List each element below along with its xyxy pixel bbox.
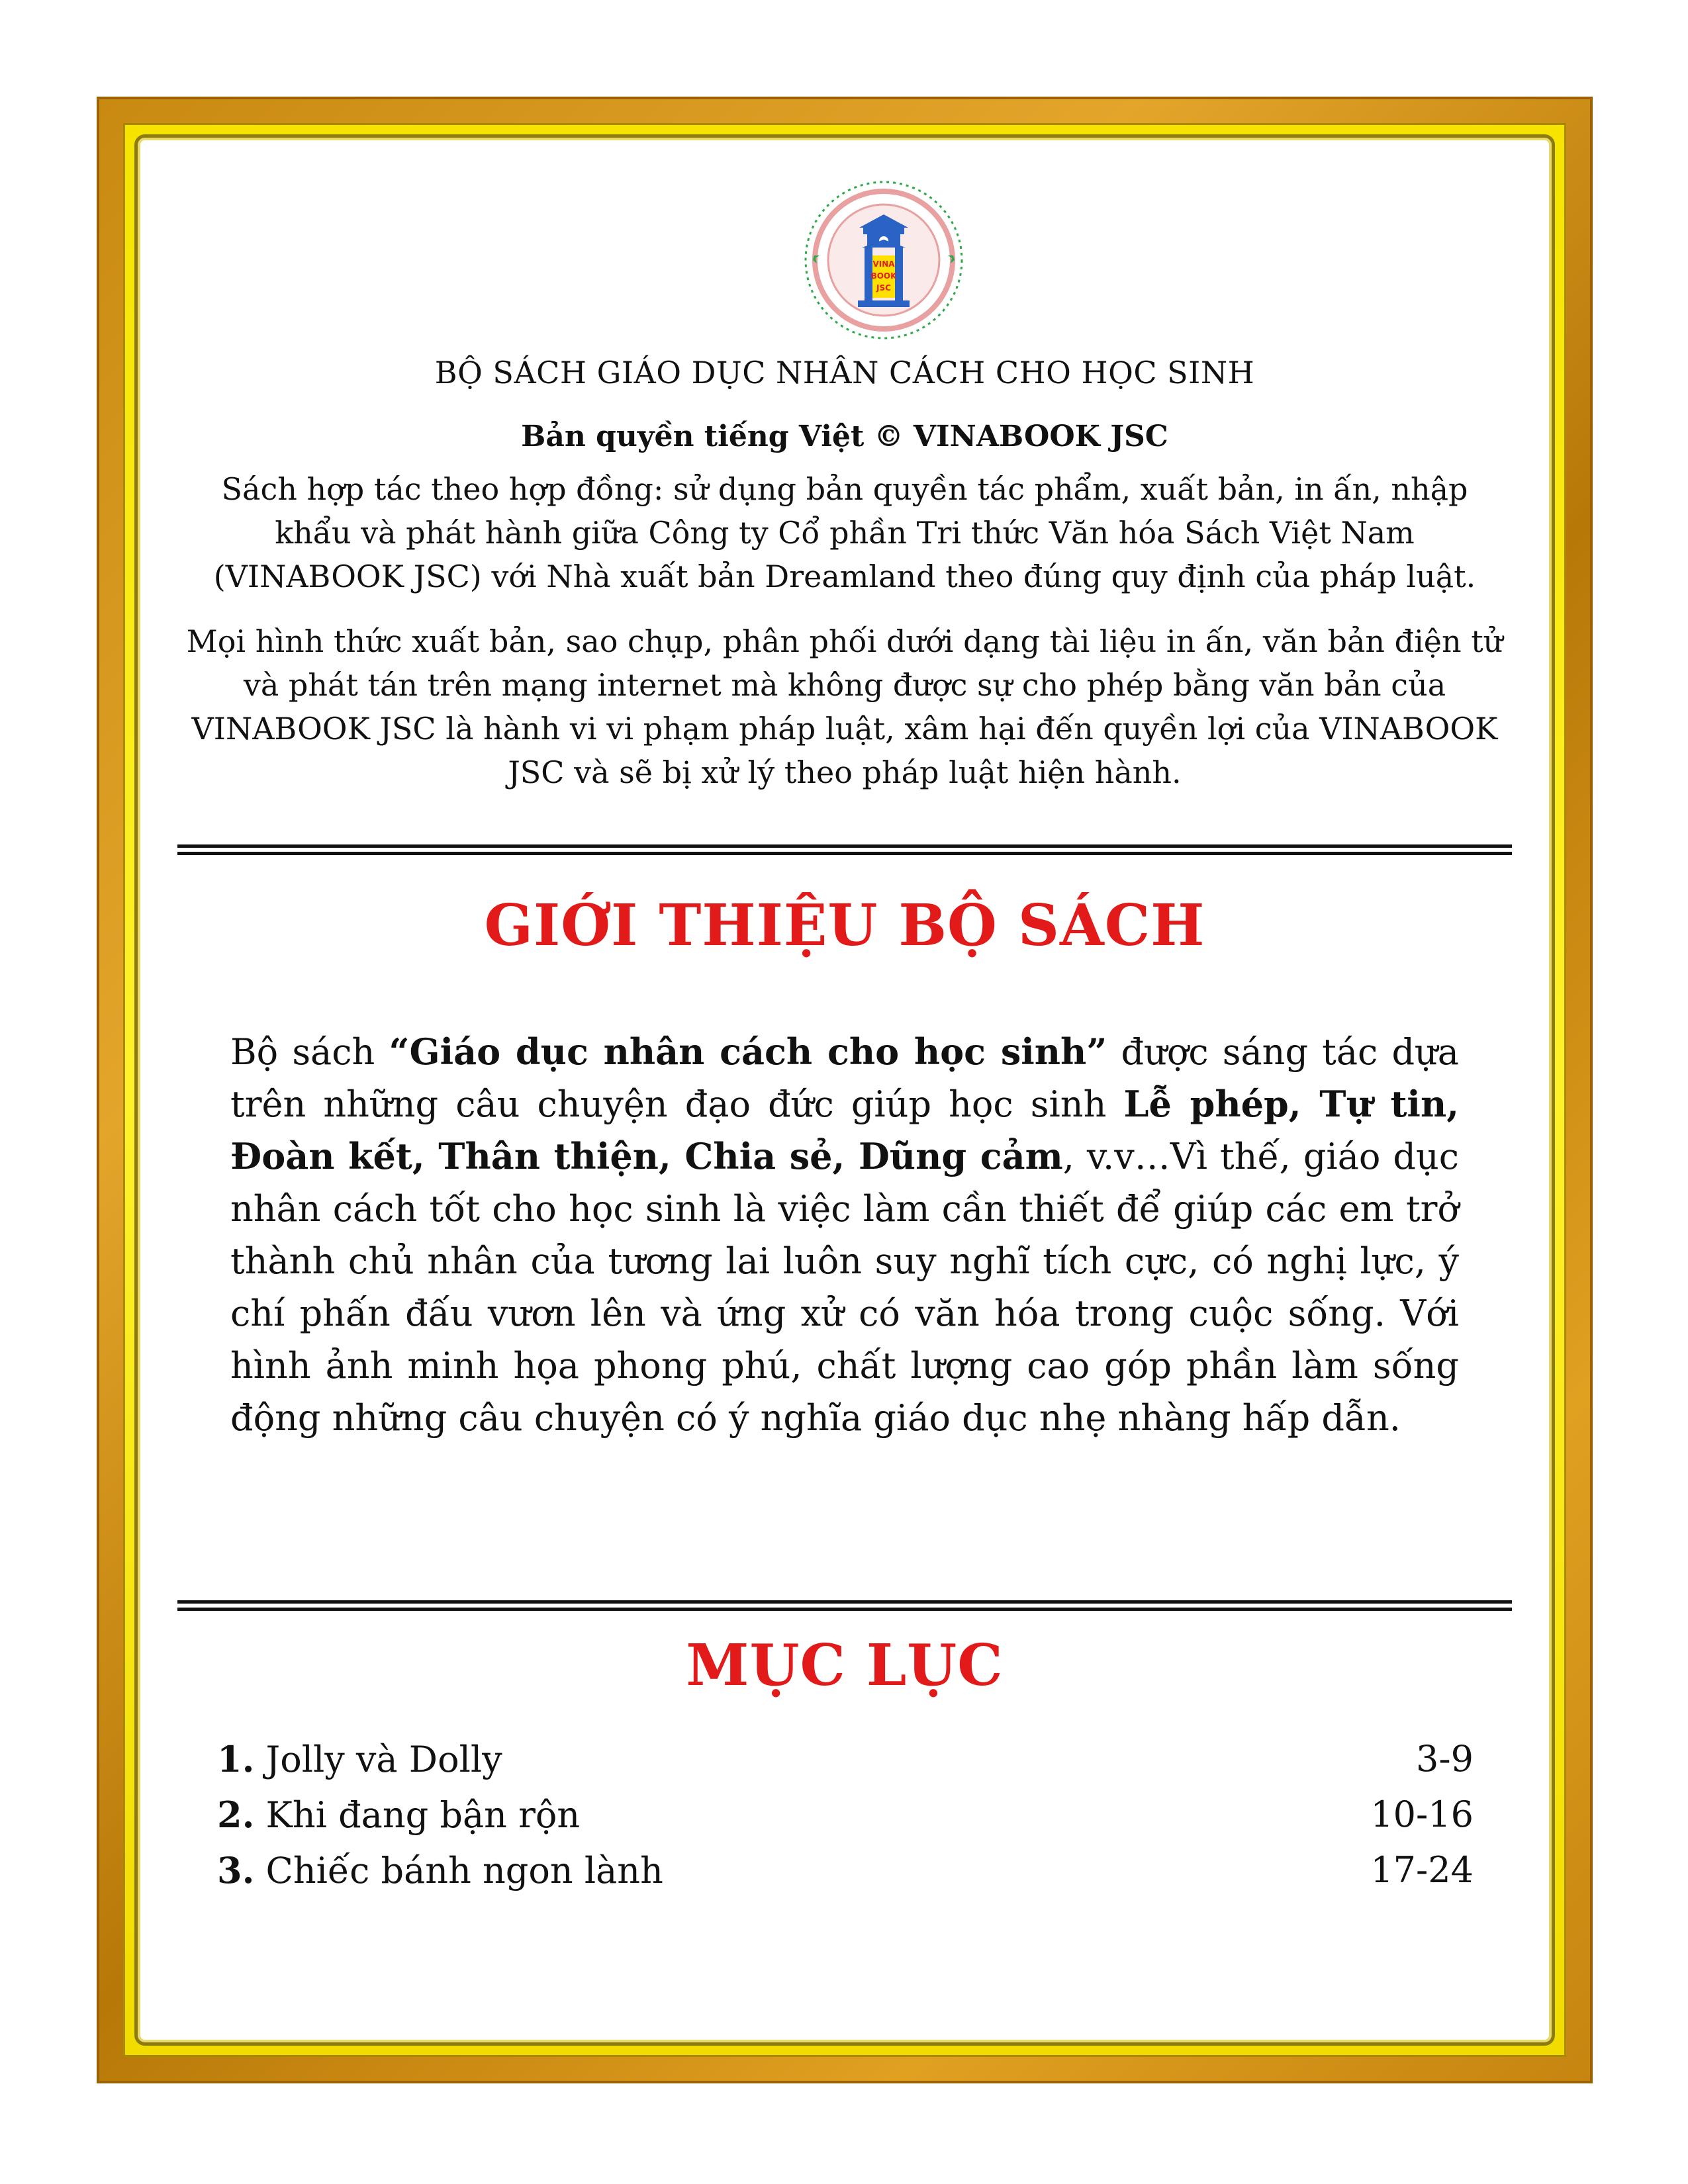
vinabook-logo — [801, 177, 966, 343]
toc-item-number: 2. — [217, 1794, 255, 1836]
series-title: BỘ SÁCH GIÁO DỤC NHÂN CÁCH CHO HỌC SINH — [434, 355, 1255, 390]
intro-text-3: , v.v…Vì thế, giáo dục nhân cách tốt cho học sinh là việc làm cần thiết để giúp các em trở thành chủ nhân của tương lai luôn suy nghĩ tích cực, có nghị lực, ý chí phấn đấu vươn lên và ứng xử có văn hóa trong cuộc sống. Với hình ảnh minh họa phong phú, chất lượng cao góp phần làm sống động những câu chuyện có ý nghĩa giáo dục nhẹ nhàng hấp dẫn. — [230, 1136, 1459, 1439]
toc-item-pages: 10-16 — [1370, 1794, 1474, 1835]
toc-item-title: Jolly và Dolly — [265, 1739, 502, 1780]
copyright-line: Bản quyền tiếng Việt © VINABOOK JSC — [521, 420, 1168, 453]
frame-inner-panel — [134, 134, 1555, 2046]
rights-paragraph: Mọi hình thức xuất bản, sao chụp, phân phối dưới dạng tài liệu in ấn, văn bản điện tử và phát tán trên mạng internet mà không được sự cho phép bằng văn bản của VINABOOK JSC là hành vi vi phạm pháp luật, xâm hại đến quyền lợi của VINABOOK JSC và sẽ bị xử lý theo pháp luật hiện hành. — [186, 623, 1503, 790]
intro-book-title: “Giáo dục nhân cách cho học sinh” — [389, 1030, 1107, 1073]
double-divider-top — [177, 844, 1512, 855]
page-frame — [97, 97, 1593, 2083]
page-content — [138, 138, 1552, 2042]
intro-paragraph — [230, 1026, 1459, 1444]
toc-item-number: 1. — [217, 1738, 255, 1780]
toc-item-title: Khi đang bận rộn — [265, 1794, 581, 1836]
intro-virtues: Lễ phép, Tự tin, Đoàn kết, Thân thiện, Chia sẻ, Dũng cảm — [230, 1083, 1459, 1177]
toc-item-number: 3. — [217, 1849, 255, 1891]
intro-text-1: Bộ sách — [230, 1031, 389, 1073]
contract-paragraph: Sách hợp tác theo hợp đồng: sử dụng bản quyền tác phẩm, xuất bản, in ấn, nhập khẩu và phát hành giữa Công ty Cổ phần Tri thức Văn hóa Sách Việt Nam (VINABOOK JSC) với Nhà xuất bản Dreamland theo đúng quy định của pháp luật. — [213, 471, 1476, 594]
toc-item — [217, 1731, 1474, 1787]
logo-text-2: BOOK — [870, 271, 897, 281]
toc-item-pages: 17-24 — [1370, 1849, 1474, 1891]
intro-text-2: được sáng tác dựa trên những câu chuyện đạo đức giúp học sinh — [230, 1031, 1459, 1125]
intro-heading: GIỚI THIỆU BỘ SÁCH — [484, 892, 1205, 959]
toc-item-pages: 3-9 — [1416, 1738, 1474, 1780]
double-divider-bottom — [177, 1600, 1512, 1611]
logo-text-1: VINA — [872, 259, 895, 269]
table-of-contents — [217, 1731, 1474, 1898]
toc-item-title: Chiếc bánh ngon lành — [265, 1850, 663, 1891]
toc-item-label — [217, 1843, 663, 1898]
toc-heading: MỤC LỤC — [686, 1632, 1004, 1699]
toc-item-label — [217, 1787, 580, 1843]
frame-gold-band — [123, 123, 1566, 2057]
toc-item — [217, 1843, 1474, 1898]
toc-item — [217, 1787, 1474, 1843]
toc-item-label — [217, 1731, 502, 1787]
logo-text-3: JSC — [876, 283, 891, 293]
